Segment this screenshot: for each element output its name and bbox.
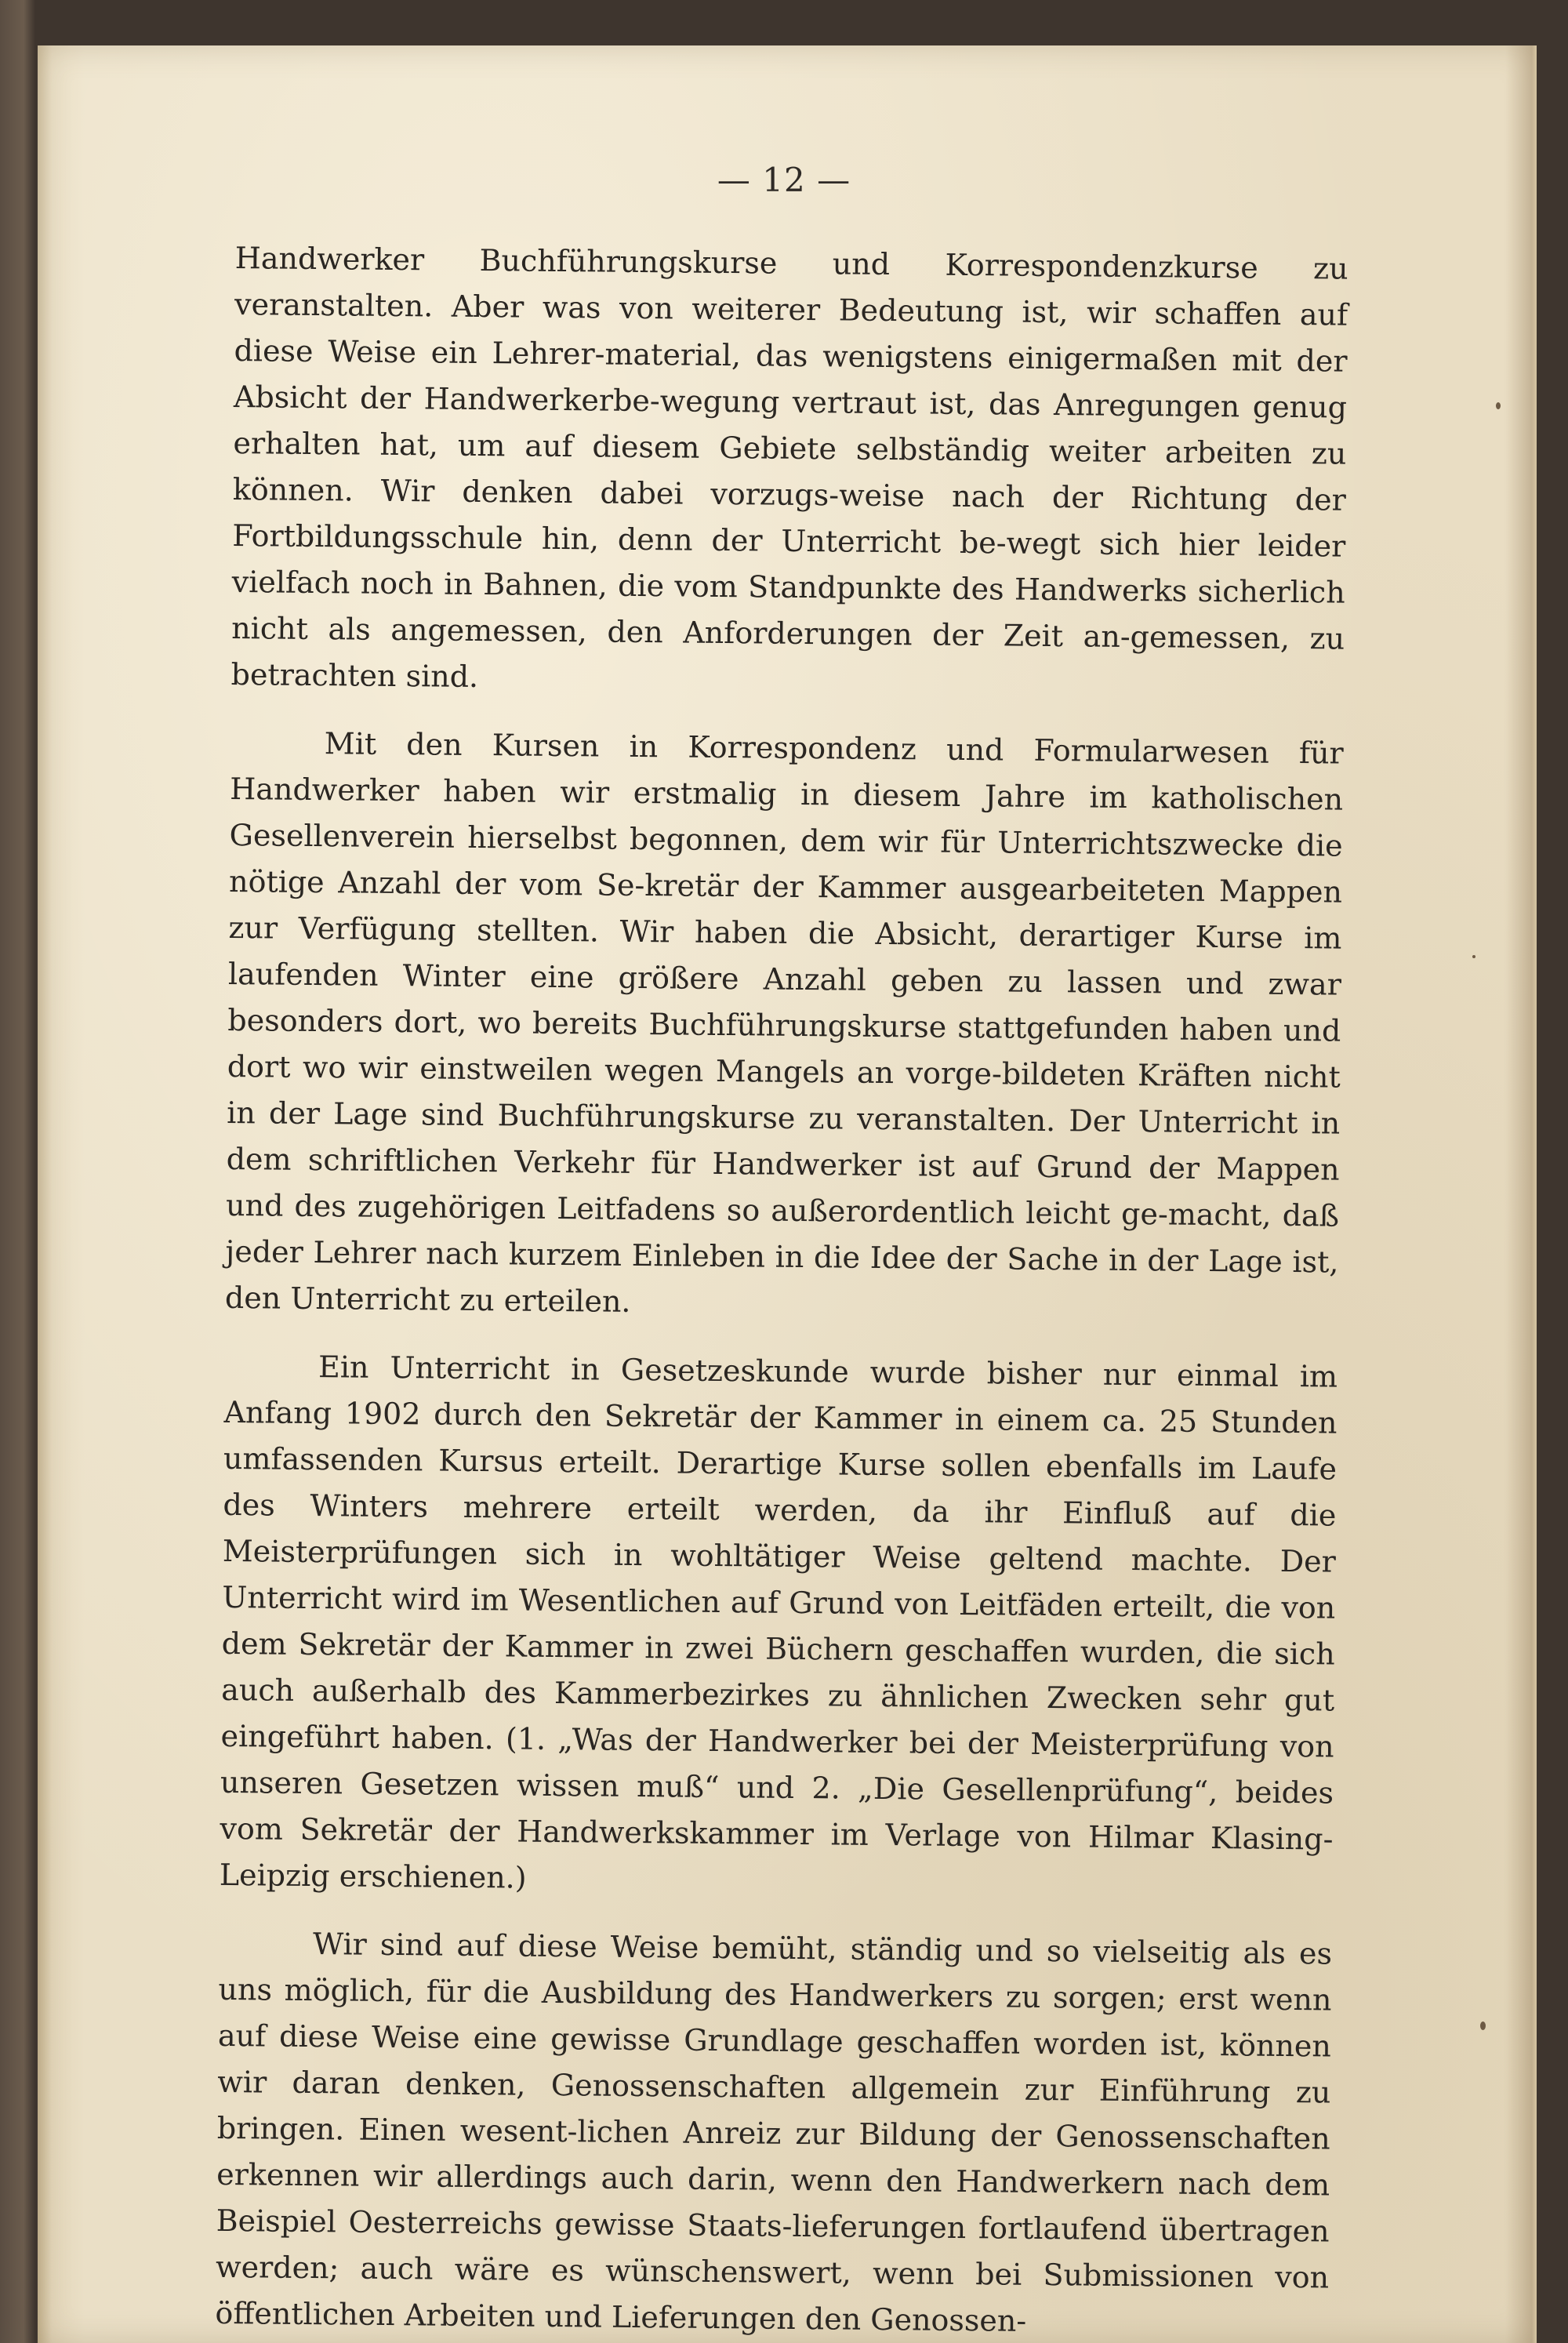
paragraph-2: Mit den Kursen in Korrespondenz und Formularwesen für Handwerker haben wir erstmalig in diesem Jahre im katholischen Gesellenverein hierselbst begonnen, dem wir für Unterrichtszwecke die nötige Anzahl der vom Se-kretär der Kammer ausgearbeiteten Mappen zur Verfügung stellten. Wir haben die Absicht, derartiger Kurse im laufenden Winter eine größere Anzahl geben zu lassen und zwar besonders dort, wo bereits Buchführungskurse stattgefunden haben und dort wo wir einstweilen wegen Mangels an vorge-bildeten Kräften nicht in der Lage sind Buchführungskurse zu veranstalten. Der Unterricht in dem schriftlichen Verkehr für Handwerker ist auf Grund der Mappen und des zugehörigen Leitfadens so außerordentlich leicht ge-macht, daß jeder Lehrer nach kurzem Einleben in die Idee der Sache in der Lage ist, den Unterricht zu erteilen.: [224, 726, 1344, 1319]
paper-speck: [1496, 402, 1501, 409]
body-text: [215, 235, 1348, 2343]
page-edge-shadow: [1505, 45, 1537, 2343]
paragraph-4: Wir sind auf diese Weise bemüht, ständig und so vielseitig als es uns möglich, für die Ausbildung des Handwerkers zu sorgen; erst wenn auf diese Weise eine gewisse Grundlage geschaffen worden ist, können wir daran denken, Genossenschaften allgemein zur Einführung zu bringen. Einen wesent-lichen Anreiz zur Bildung der Genossenschaften erkennen wir allerdings auch darin, wenn den Handwerkern nach dem Beispiel Oesterreichs gewisse Staats-lieferungen fortlaufend übertragen werden; auch wäre es wünschenswert, wenn bei Submissionen von öffentlichen Arbeiten und Lieferungen den Genossen-: [215, 1927, 1333, 2338]
page-number: — 12 —: [717, 161, 851, 199]
paragraph-1: Handwerker Buchführungskurse und Korrespondenzkurse zu veranstalten. Aber was von weiterer Bedeutung ist, wir schaffen auf diese Weise ein Lehrer-material, das wenigstens einigermaßen mit der Absicht der Handwerkerbe-wegung vertraut ist, das Anregungen genug erhalten hat, um auf diesem Gebiete selbständig weiter arbeiten zu können. Wir denken dabei vorzugs-weise nach der Richtung der Fortbildungsschule hin, denn der Unterricht be-wegt sich hier leider vielfach noch in Bahnen, die vom Standpunkte des Handwerks sicherlich nicht als angemessen, den Anforderungen der Zeit an-gemessen, zu betrachten sind.: [230, 240, 1348, 695]
paragraph-3: Ein Unterricht in Gesetzeskunde wurde bisher nur einmal im Anfang 1902 durch den Sekretär der Kammer in einem ca. 25 Stunden umfassenden Kursus erteilt. Derartige Kurse sollen ebenfalls im Laufe des Winters mehrere erteilt werden, da ihr Einfluß auf die Meisterprüfungen sich in wohltätiger Weise geltend machte. Der Unterricht wird im Wesentlichen auf Grund von Leitfäden erteilt, die von dem Sekretär der Kammer in zwei Büchern geschaffen wurden, die sich auch außerhalb des Kammerbezirkes zu ähnlichen Zwecken sehr gut eingeführt haben. (1. „Was der Handwerker bei der Meisterprüfung von unseren Gesetzen wissen muß“ und 2. „Die Gesellenprüfung“, beides vom Sekretär der Handwerkskammer im Verlage von Hilmar Klasing-Leipzig erschienen.): [219, 1349, 1338, 1895]
paper-speck: [1480, 2022, 1486, 2030]
paper-speck: [1472, 955, 1475, 958]
